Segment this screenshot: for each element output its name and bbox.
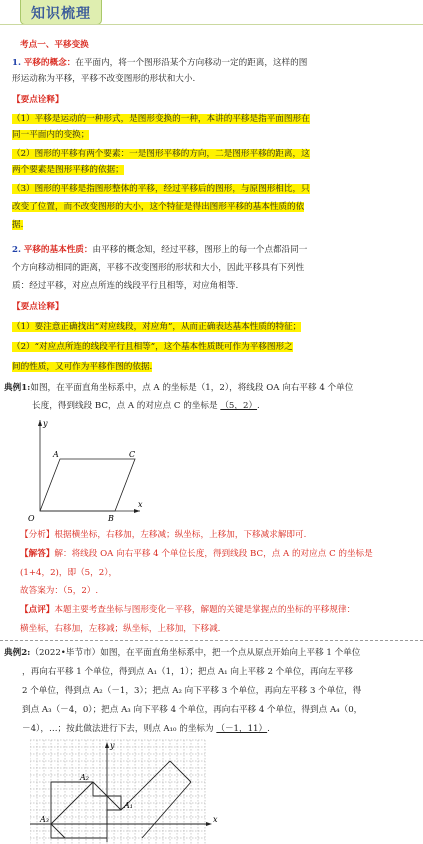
header-rule xyxy=(0,24,423,25)
props-line1 xyxy=(12,243,407,257)
ex1-solution-3: 故答案为：（5，2）. xyxy=(20,586,99,596)
note-label-2: 【要点诠释】 xyxy=(12,302,64,312)
ex2-label-y: y xyxy=(110,741,115,750)
note-label-1: 【要点诠释】 xyxy=(12,95,64,105)
ex2-label-x: x xyxy=(213,815,218,824)
ex2-line5: －4），…；按此做法进行下去，则点 A₁₀ 的坐标为 （－1，11）. xyxy=(22,724,270,734)
ex1-label: 典例1: xyxy=(4,383,31,393)
props-text1: 由平移的概念知，经过平移，图形上的每一个点都沿同一 xyxy=(92,245,308,255)
ex2-label-a3: A₃ xyxy=(40,815,49,824)
header-badge xyxy=(20,0,102,25)
ex1-label-a: A xyxy=(53,450,59,459)
separator xyxy=(0,640,423,641)
ex1-label-y: y xyxy=(43,419,48,428)
ex1-comment: 【点评】本题主要考查坐标与图形变化－平移，解题的关键是掌握点的坐标的平移规律： xyxy=(20,605,356,615)
ex1-label-c: C xyxy=(129,450,136,459)
concept-num: 1. xyxy=(12,58,21,68)
section-header xyxy=(0,0,423,26)
ex1-comment-2: 横坐标，右移加，左移减；纵坐标，上移加，下移减. xyxy=(20,624,221,634)
ex2-diag-6 xyxy=(51,824,65,838)
concept-line1 xyxy=(12,56,407,70)
concept-text1: 在平面内，将一个图形沿某个方向移动一定的距离，这样的图 xyxy=(75,58,308,68)
ex2-diag-4 xyxy=(170,761,191,782)
ex2-grid xyxy=(30,740,205,844)
note2-line: 间的性质，又可作为平移作图的依据. xyxy=(12,362,153,372)
ex2-answer: （－1，11） xyxy=(216,724,268,734)
note1-line: （3）图形的平移是指图形整体的平移，经过平移后的图形，与原图形相比，只 xyxy=(12,184,310,194)
ex1-x-arrow xyxy=(134,509,140,513)
note1-line: （2）图形的平移有两个要素：一是图形平移的方向，二是图形平移的距离，这 xyxy=(12,149,310,159)
ex2-label-a2: A₂ xyxy=(80,773,89,782)
ex1-label-x: x xyxy=(138,500,143,509)
header-title: 知识梳理 xyxy=(31,6,91,22)
ex1-figure xyxy=(18,412,158,522)
concept-line2: 形运动称为平移，平移不改变图形的形状和大小. xyxy=(12,74,196,84)
ex2-line2: ，再向右平移 1 个单位，得到点 A₁（1，1）；把点 A₁ 向上平移 2 个单位，再向左平移 xyxy=(22,667,353,677)
note1-line: 据. xyxy=(12,220,24,230)
note1-line: 改变了位置，而不改变图形的大小，这个特征是得出图形平移的基本性质的依 xyxy=(12,202,305,212)
props-num: 2. xyxy=(12,245,21,255)
ex2-line4: 到点 A₃（－4，0）；把点 A₃ 向下平移 4 个单位，再向右平移 4 个单位，得到点 A₄（0， xyxy=(22,705,363,715)
props-term: 平移的基本性质： xyxy=(23,245,93,255)
props-line3: 质：经过平移，对应点所连的线段平行且相等，对应角相等. xyxy=(12,281,239,291)
ex1-label-o: O xyxy=(28,514,35,522)
ex1-analysis: 【分析】根据横坐标，右移加，左移减；纵坐标，上移加，下移减求解即可. xyxy=(20,530,307,540)
note2-line: （2）“对应点所连的线段平行且相等”，这个基本性质既可作为平移图形之 xyxy=(12,342,293,352)
ex1-line2: 长度，得到线段 BC，点 A 的对应点 C 的坐标是 （5，2）. xyxy=(32,401,260,411)
ex1-line1: 典例1:如图，在平面直角坐标系中，点 A 的坐标是（1，2），将线段 OA 向右平移 4 个单位 xyxy=(4,383,354,393)
note1-line: （1）平移是运动的一种形式，是图形变换的一种，本讲的平移是指平面图形在 xyxy=(12,114,310,124)
ex1-parallelogram xyxy=(40,459,135,511)
ex2-label: 典例2: xyxy=(4,648,31,658)
ex2-line1: 典例2:（2022•毕节市）如图，在平面直角坐标系中，把一个点从原点开始向上平移 1 个单位 xyxy=(4,648,361,658)
ex1-y-arrow xyxy=(38,420,42,426)
ex2-figure xyxy=(30,738,230,844)
props-line2: 个方向移动相同的距离，平移不改变图形的形状和大小，因此平移具有下列性 xyxy=(12,263,305,273)
concept-term: 平移的概念： xyxy=(23,58,76,68)
ex1-label-b: B xyxy=(108,514,114,522)
ex2-x-arrow xyxy=(206,822,212,826)
note1-line: 两个要素是图形平移的依据； xyxy=(12,165,124,175)
ex1-answer: （5，2） xyxy=(220,401,258,411)
note1-line: 同一平面内的变换； xyxy=(12,130,90,140)
ex2-line3: 2 个单位，得到点 A₂（－1，3）；把点 A₂ 向下平移 3 个单位，再向左平移 3 个单位，得 xyxy=(22,686,362,696)
ex2-y-arrow xyxy=(105,742,109,748)
note2-line: （1）要注意正确找出“对应线段，对应角”，从而正确表达基本性质的特征； xyxy=(12,322,302,332)
ex2-label-a1: A₁ xyxy=(124,801,133,810)
ex1-solution-2: (1+4，2)，即（5，2）， xyxy=(20,568,118,578)
kp1-title: 考点一、平移变换 xyxy=(20,40,89,50)
ex1-solution: 【解答】解：将线段 OA 向右平移 4 个单位长度，得到线段 BC，点 A 的对应点 C 的坐标是 xyxy=(20,549,373,559)
